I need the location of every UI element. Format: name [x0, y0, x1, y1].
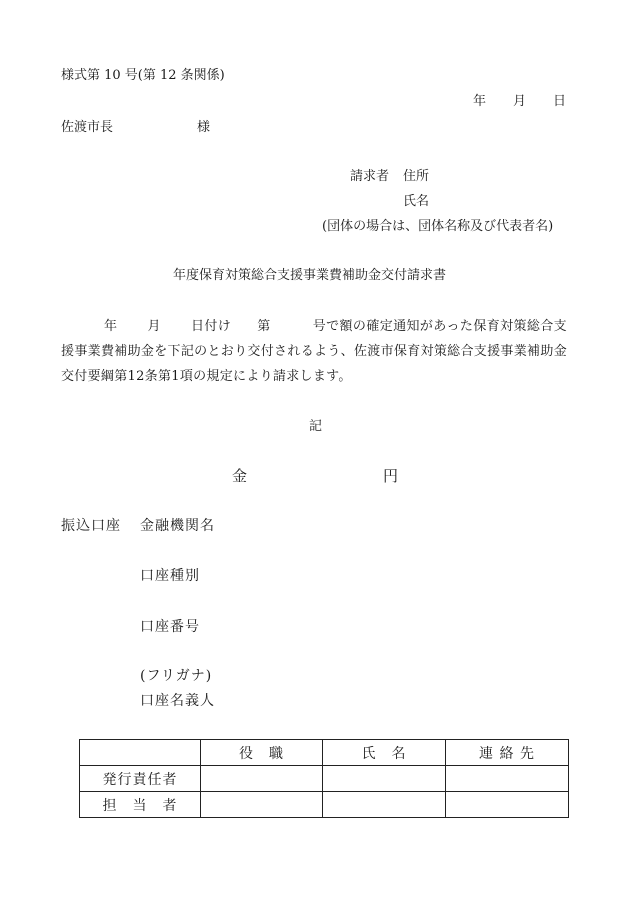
- bank-institution-label: 金融機関名: [140, 518, 215, 534]
- table-cell[interactable]: [323, 792, 446, 818]
- table-cell[interactable]: [323, 766, 446, 792]
- bank-section-label: 振込口座: [61, 518, 121, 534]
- form-number: 様式第 10 号(第 12 条関係): [61, 68, 225, 83]
- table-cell[interactable]: [446, 792, 569, 818]
- table-cell[interactable]: [201, 792, 323, 818]
- table-cell[interactable]: [446, 766, 569, 792]
- claimant-note: (団体の場合は、団体名称及び代表者名): [322, 219, 554, 234]
- body-year: 年: [104, 319, 118, 334]
- table-cell: 発行責任者: [80, 766, 201, 792]
- claimant-label: 請求者: [350, 169, 390, 184]
- body-paragraph: [61, 314, 567, 389]
- table-header-cell: 氏 名: [323, 740, 446, 766]
- body-number-prefix: 第: [257, 319, 271, 334]
- table-header-cell: 連 絡 先: [446, 740, 569, 766]
- bank-account-number-label: 口座番号: [140, 619, 200, 635]
- table-row: [80, 792, 569, 818]
- bank-holder-label: 口座名義人: [140, 693, 215, 709]
- addressee-honorific: 様: [197, 120, 211, 135]
- table-header-row: [80, 740, 569, 766]
- amount-unit: 円: [383, 467, 399, 485]
- body-continuation: 号で額の確定通知があった保育対策総合支援事業費補助金を下記のとおり交付されるよう、佐渡市保育対策総合支援事業補助金交付要綱第12条第1項の規定により請求します。: [61, 319, 567, 384]
- date-month-label: 月: [513, 94, 527, 109]
- ki-label: 記: [309, 419, 323, 434]
- table-header-cell: [80, 740, 201, 766]
- table-cell[interactable]: [201, 766, 323, 792]
- date-day-label: 日: [553, 94, 567, 109]
- claimant-name-label: 氏名: [403, 194, 430, 209]
- table-header-cell: 役 職: [201, 740, 323, 766]
- claimant-address-label: 住所: [403, 169, 430, 184]
- body-date-suffix: 日付け: [190, 319, 232, 334]
- date-year-label: 年: [473, 94, 487, 109]
- table-cell: 担 当 者: [80, 792, 201, 818]
- table-row: [80, 766, 569, 792]
- document-title: 年度保育対策総合支援事業費補助金交付請求書: [173, 268, 447, 283]
- bank-furigana-label: (フリガナ): [140, 668, 213, 684]
- responsibility-table: [79, 739, 569, 818]
- body-month: 月: [147, 319, 161, 334]
- amount-label: 金: [232, 467, 248, 485]
- addressee-name: 佐渡市長: [61, 120, 114, 135]
- bank-account-type-label: 口座種別: [140, 568, 200, 584]
